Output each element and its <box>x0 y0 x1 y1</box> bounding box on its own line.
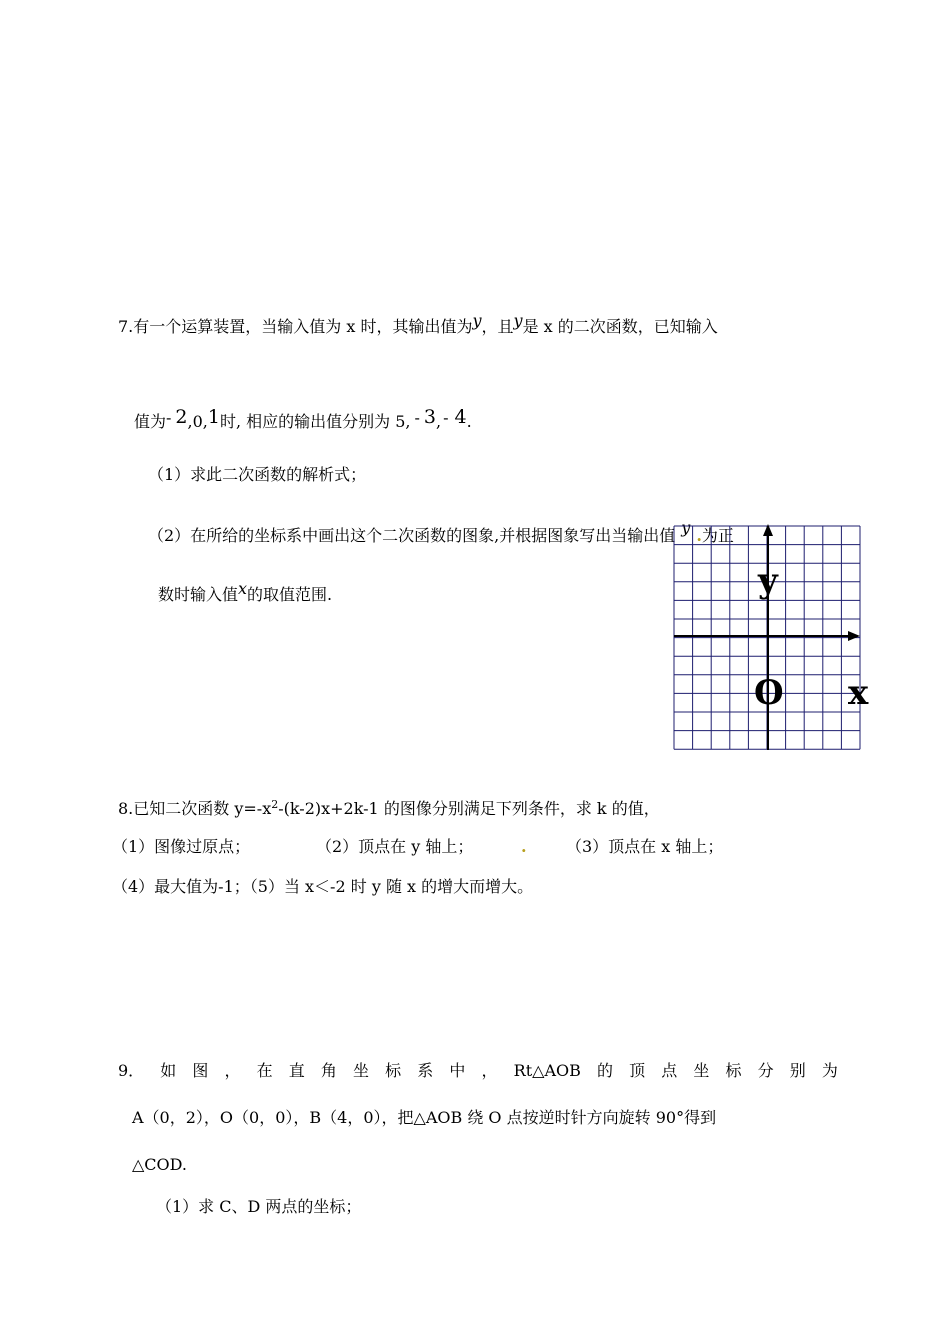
q7-line1: 7.有一个运算装置，当输入值为 x 时，其输出值为y，且y是 x 的二次函数，已知输入 <box>118 311 718 336</box>
q8-cond2: （2）顶点在 y 轴上； <box>316 837 474 856</box>
q9-line1: 9． 如 图 ， 在 直 角 坐 标 系 中 ， Rt△AOB 的 顶 点 坐 标 分 别 为 <box>118 1061 838 1080</box>
var-y: y <box>681 518 691 537</box>
x-axis-label: x <box>848 673 869 713</box>
q9-part1: （1）求 C、D 两点的坐标； <box>156 1197 362 1216</box>
q8-cond1: （1）图像过原点； <box>112 837 251 856</box>
x-axis-arrow <box>848 631 860 641</box>
q9-line2: A（0，2），O（0，0），B（4，0），把△AOB 绕 O 点按逆时针方向旋转 90°得到 <box>132 1108 717 1127</box>
q7-line2: 值为- 2,0,1时, 相应的输出值分别为 5, - 3, - 4. <box>134 406 472 431</box>
var-y: y <box>472 311 482 330</box>
var-x: x <box>238 579 248 598</box>
q7-part2-line2: 数时输入值x的取值范围. <box>158 579 333 604</box>
q8-cond3: （3）顶点在 x 轴上； <box>566 837 724 856</box>
q8-stem: 8.已知二次函数 $y=-x^2-(k-2)x+2k-1$ 的图像分别满足下列条件，求 k 的值， <box>118 798 660 818</box>
q9-line3: △COD. <box>132 1155 188 1174</box>
origin-label: O <box>754 673 784 713</box>
coordinate-grid <box>668 522 873 757</box>
y-axis-label: y <box>758 561 778 601</box>
q8-dot: . <box>521 837 527 856</box>
q7-part1: （1）求此二次函数的解析式； <box>148 465 367 484</box>
q8-cond4-5: （4）最大值为-1；（5）当 x＜-2 时 y 随 x 的增大而增大。 <box>112 877 534 896</box>
var-y: y <box>513 311 523 330</box>
q7-part2-line1: （2）在所给的坐标系中画出这个二次函数的图象,并根据图象写出当输出值 y .为正 <box>148 518 734 545</box>
